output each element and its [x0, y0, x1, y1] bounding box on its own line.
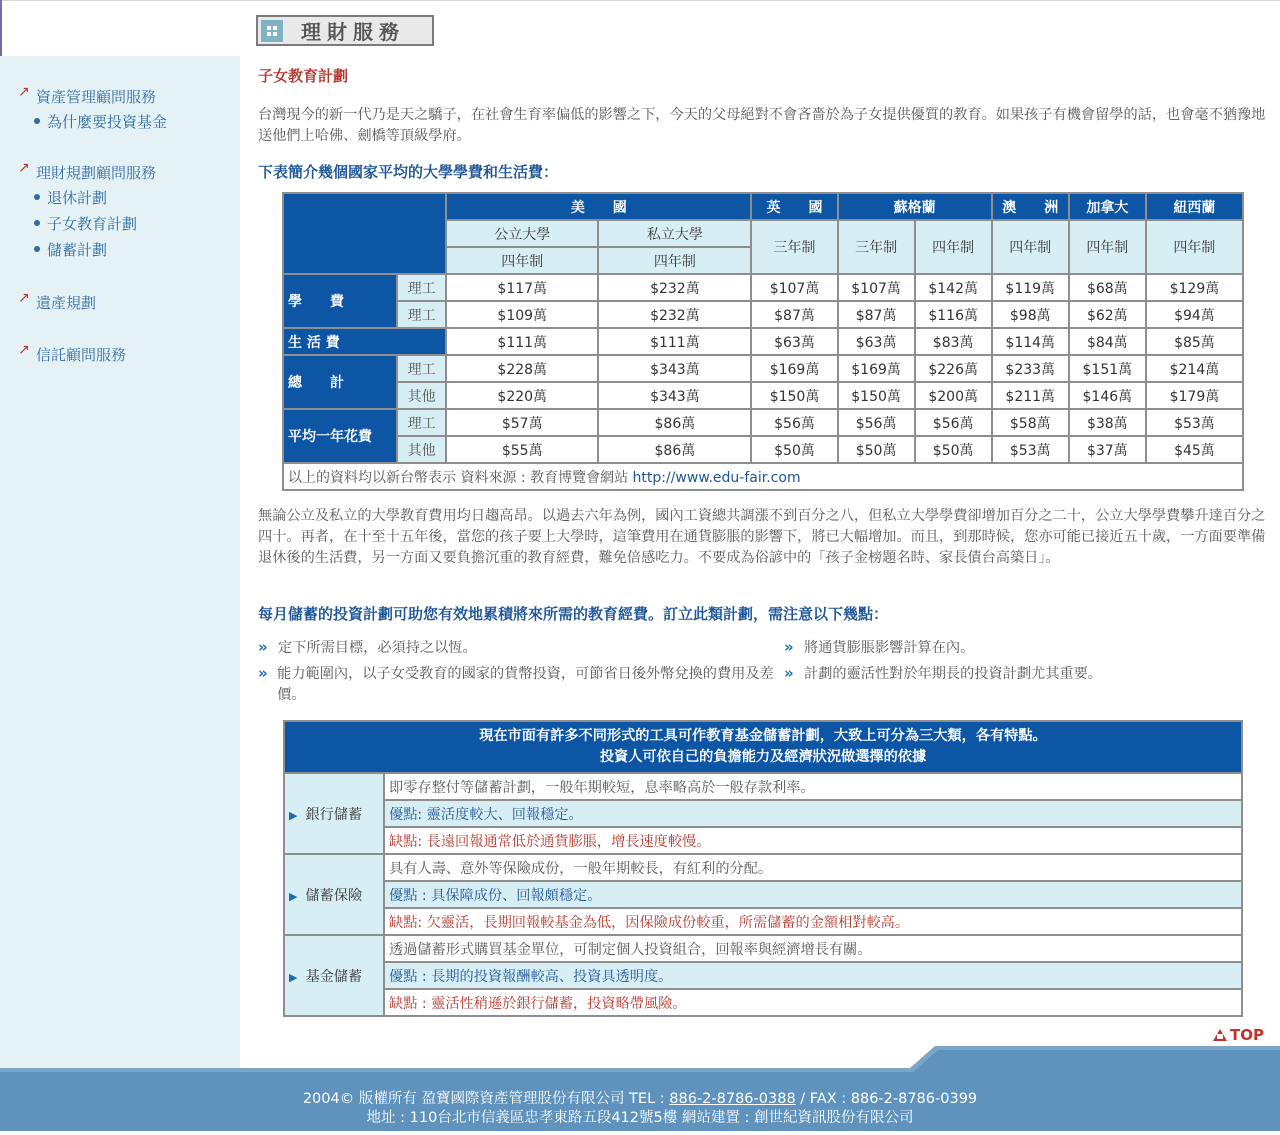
table-row — [284, 935, 1242, 962]
table-cell: $84萬 — [1069, 328, 1146, 355]
school-type-header: 公立大學 — [446, 220, 598, 247]
table-cell: $169萬 — [838, 355, 915, 382]
source-link[interactable]: http://www.edu-fair.com — [632, 469, 801, 486]
table-row — [284, 962, 1242, 989]
table-cell: $228萬 — [446, 355, 598, 382]
table-cell: $151萬 — [1069, 355, 1146, 382]
sidebar-group-trust — [18, 342, 126, 366]
warning-triangle-icon — [1213, 1029, 1227, 1041]
savings-desc: 即零存整付等儲蓄計劃，一般年期較短，息率略高於一般存款利率。 — [384, 773, 1242, 800]
bullet-icon — [34, 194, 40, 200]
year-header: 四年制 — [915, 220, 992, 274]
savings-pro: 優點 : 具保障成份、回報頗穩定。 — [384, 881, 1242, 908]
sidebar-group-asset — [18, 84, 167, 134]
year-header: 四年制 — [598, 247, 751, 274]
row-group-label: 學 費 — [283, 274, 397, 328]
table-cell: $107萬 — [838, 274, 915, 301]
plan-title: 每月儲蓄的投資計劃可助您有效地累積將來所需的教育經費。訂立此類計劃，需注意以下幾點： — [258, 605, 889, 623]
table-cell: $56萬 — [838, 409, 915, 436]
row-sub-label: 其他 — [397, 436, 446, 463]
table-header-row — [283, 193, 1243, 220]
sidebar-item-estate-planning[interactable]: ↗ 遺產規劃 — [18, 290, 97, 312]
table-cell: $343萬 — [598, 355, 751, 382]
list-item: » 定下所需目標，必須持之以恆。 — [258, 638, 768, 659]
table-cell: $119萬 — [992, 274, 1069, 301]
country-header: 澳 洲 — [992, 193, 1069, 220]
savings-pro: 優點 : 長期的投資報酬較高、投資具透明度。 — [384, 962, 1242, 989]
savings-con: 缺點: 長遠回報通常低於通貨膨脹，增長速度較慢。 — [384, 827, 1242, 854]
table-row — [283, 328, 1243, 355]
savings-desc: 具有人壽、意外等保險成份，一般年期較長，有紅利的分配。 — [384, 854, 1242, 881]
table-cell: $53萬 — [992, 436, 1069, 463]
table-corner — [283, 193, 446, 274]
sidebar-item-financial-planning[interactable]: ↗ 理財規劃顧問服務 — [18, 160, 157, 182]
table-cell: $233萬 — [992, 355, 1069, 382]
table-cell: $50萬 — [838, 436, 915, 463]
row-sub-label: 理工 — [397, 409, 446, 436]
row-group-label: 平均一年花費 — [283, 409, 397, 463]
table-cell: $232萬 — [598, 301, 751, 328]
year-header: 三年制 — [838, 220, 915, 274]
arrow-icon: ↗ — [18, 290, 30, 306]
sidebar-group-planning — [18, 160, 156, 262]
triangle-right-icon: ▶ — [289, 970, 298, 984]
table-cell: $109萬 — [446, 301, 598, 328]
sidebar-subitem-education[interactable]: 子女教育計劃 — [18, 210, 156, 236]
table-row — [284, 908, 1242, 935]
sidebar — [0, 56, 240, 1068]
table-row — [283, 355, 1243, 382]
table-cell: $50萬 — [915, 436, 992, 463]
savings-header-row — [284, 721, 1242, 773]
table-cell: $85萬 — [1146, 328, 1243, 355]
table-cell: $179萬 — [1146, 382, 1243, 409]
cost-paragraph: 無論公立及私立的大學教育費用均日趨高昂。以過去六年為例，國內工資總共調漲不到百分之八，但私立大學學費卻增加百分之二十，公立大學學費攀升達百分之四十。再者，在十至十五年後，當您的孩子要上大學時，這筆費用在通貨膨脹的影響下，將已大幅增加。而且，到那時候，您亦可能已接近五十歲，一方面要準備退休後的生活費，另一方面又要負擔沉重的教育經費，難免倍感吃力。不要成為俗諺中的「孩子金榜題名時、家長債台高築日」。 — [258, 508, 1266, 566]
bullet-icon — [34, 118, 40, 124]
school-type-header: 私立大學 — [598, 220, 751, 247]
footer-text — [0, 1090, 1280, 1128]
arrow-icon: ↗ — [18, 84, 30, 100]
table-cell: $220萬 — [446, 382, 598, 409]
table-cell: $83萬 — [915, 328, 992, 355]
table-cell: $62萬 — [1069, 301, 1146, 328]
table-row — [283, 436, 1243, 463]
table-cell: $111萬 — [598, 328, 751, 355]
country-header: 美 國 — [446, 193, 751, 220]
table-cell: $50萬 — [751, 436, 837, 463]
savings-category: ▶ 基金儲蓄 — [284, 935, 384, 1016]
table-cell: $129萬 — [1146, 274, 1243, 301]
row-sub-label: 其他 — [397, 382, 446, 409]
footer-line-2: 地址 : 110台北市信義區忠孝東路五段412號5樓 網站建置 : 創世紀資訊股份有限公司 — [366, 1110, 914, 1126]
year-header: 四年制 — [992, 220, 1069, 274]
table-cell: $142萬 — [915, 274, 992, 301]
table-row — [283, 274, 1243, 301]
country-header: 蘇格蘭 — [838, 193, 992, 220]
year-header: 三年制 — [751, 220, 837, 274]
row-group-label: 生 活 費 — [283, 328, 446, 355]
table-row — [284, 827, 1242, 854]
country-header: 加拿大 — [1069, 193, 1146, 220]
table-cell: $87萬 — [751, 301, 837, 328]
table-cell: $63萬 — [838, 328, 915, 355]
savings-header: 現在市面有許多不同形式的工具可作教育基金儲蓄計劃，大致上可分為三大類，各有特點。 投資人可依自己的負擔能力及經濟狀況做選擇的依據 — [284, 721, 1242, 773]
table-footnote: 以上的資料均以新台幣表示 資料來源 : 教育博覽會網站 http://www.edu-fair.com — [283, 463, 1243, 490]
section-title: 子女教育計劃 — [258, 67, 349, 85]
tel-link[interactable]: 886-2-8786-0388 — [669, 1091, 796, 1107]
savings-table — [283, 720, 1243, 1017]
table-row — [283, 409, 1243, 436]
year-header: 四年制 — [446, 247, 598, 274]
list-item: » 能力範圍內，以子女受教育的國家的貨幣投資，可節省日後外幣兌換的費用及差價。 — [258, 664, 780, 706]
table-cell: $232萬 — [598, 274, 751, 301]
row-group-label: 總 計 — [283, 355, 397, 409]
year-header: 四年制 — [1146, 220, 1243, 274]
intro-paragraph: 台灣現今的新一代乃是天之驕子，在社會生育率偏低的影響之下，今天的父母絕對不會吝嗇於為子女提供優質的教育。如果孩子有機會留學的話，也會毫不猶豫地送他們上哈佛、劍橋等頂級學府。 — [258, 107, 1266, 144]
table-cell: $211萬 — [992, 382, 1069, 409]
table-cell: $150萬 — [751, 382, 837, 409]
savings-category: ▶ 銀行儲蓄 — [284, 773, 384, 854]
table-cell: $150萬 — [838, 382, 915, 409]
table-cell: $38萬 — [1069, 409, 1146, 436]
double-chevron-icon: » — [258, 638, 268, 656]
table-cell: $87萬 — [838, 301, 915, 328]
savings-pro: 優點: 靈活度較大、回報穩定。 — [384, 800, 1242, 827]
table-cell: $56萬 — [915, 409, 992, 436]
table-cell: $169萬 — [751, 355, 837, 382]
sidebar-group-estate — [18, 290, 96, 314]
table-row — [284, 854, 1242, 881]
table-row — [284, 881, 1242, 908]
savings-con: 缺點 : 靈活性稍遜於銀行儲蓄，投資略帶風險。 — [384, 989, 1242, 1016]
table-cell: $107萬 — [751, 274, 837, 301]
table-cell: $63萬 — [751, 328, 837, 355]
page-title: 理財服務 — [301, 20, 405, 44]
table-cell: $98萬 — [992, 301, 1069, 328]
savings-desc: 透過儲蓄形式購買基金單位，可制定個人投資組合，回報率與經濟增長有關。 — [384, 935, 1242, 962]
table-cell: $214萬 — [1146, 355, 1243, 382]
bullet-icon — [34, 246, 40, 252]
bullet-icon — [34, 220, 40, 226]
table-cell: $53萬 — [1146, 409, 1243, 436]
table-row — [284, 773, 1242, 800]
table-row — [283, 382, 1243, 409]
row-sub-label: 理工 — [397, 355, 446, 382]
page-title-banner — [256, 15, 434, 46]
table-cell: $146萬 — [1069, 382, 1146, 409]
country-header: 英 國 — [751, 193, 837, 220]
triangle-right-icon: ▶ — [289, 808, 298, 822]
arrow-icon: ↗ — [18, 160, 30, 176]
double-chevron-icon: » — [258, 664, 268, 682]
double-chevron-icon: » — [784, 664, 794, 682]
left-edge-accent — [0, 0, 2, 56]
country-header: 紐西蘭 — [1146, 193, 1243, 220]
table-cell: $200萬 — [915, 382, 992, 409]
table-cell: $68萬 — [1069, 274, 1146, 301]
table-intro: 下表簡介幾個國家平均的大學學費和生活費： — [258, 163, 559, 181]
back-to-top-link[interactable]: TOP — [1213, 1026, 1264, 1044]
table-cell: $111萬 — [446, 328, 598, 355]
list-item: » 將通貨膨脹影響計算在內。 — [784, 638, 1264, 659]
list-item: » 計劃的靈活性對於年期長的投資計劃尤其重要。 — [784, 664, 1264, 685]
sidebar-item-asset-management[interactable]: ↗ 資產管理顧問服務 — [18, 84, 157, 106]
table-cell: $117萬 — [446, 274, 598, 301]
sidebar-subitem-why-fund[interactable]: 為什麼要投資基金 — [18, 108, 167, 134]
table-row — [284, 989, 1242, 1016]
table-cell: $86萬 — [598, 436, 751, 463]
row-sub-label: 理工 — [397, 301, 446, 328]
table-cell: $56萬 — [751, 409, 837, 436]
row-sub-label: 理工 — [397, 274, 446, 301]
year-header: 四年制 — [1069, 220, 1146, 274]
footer-line-1: 2004© 版權所有 盈寶國際資產管理股份有限公司 TEL : 886-2-8786-0388 / FAX : 886-2-8786-0399 — [302, 1091, 978, 1107]
table-cell: $55萬 — [446, 436, 598, 463]
top-divider — [0, 0, 1280, 1]
sidebar-subitem-retirement[interactable]: 退休計劃 — [18, 184, 156, 210]
table-footnote-row — [283, 463, 1243, 490]
sidebar-item-trust[interactable]: ↗ 信託顧問服務 — [18, 342, 127, 364]
table-cell: $94萬 — [1146, 301, 1243, 328]
tuition-table — [282, 192, 1244, 491]
triangle-right-icon: ▶ — [289, 889, 298, 903]
table-cell: $116萬 — [915, 301, 992, 328]
arrow-icon: ↗ — [18, 342, 30, 358]
table-cell: $58萬 — [992, 409, 1069, 436]
table-cell: $114萬 — [992, 328, 1069, 355]
table-cell: $57萬 — [446, 409, 598, 436]
double-chevron-icon: » — [784, 638, 794, 656]
grid-icon — [261, 20, 283, 42]
savings-con: 缺點: 欠靈活，長期回報較基金為低，因保險成份較重，所需儲蓄的金額相對較高。 — [384, 908, 1242, 935]
table-row — [284, 800, 1242, 827]
table-cell: $45萬 — [1146, 436, 1243, 463]
savings-category: ▶ 儲蓄保險 — [284, 854, 384, 935]
table-cell: $37萬 — [1069, 436, 1146, 463]
sidebar-subitem-savings[interactable]: 儲蓄計劃 — [18, 236, 156, 262]
table-row — [283, 301, 1243, 328]
table-cell: $86萬 — [598, 409, 751, 436]
table-cell: $226萬 — [915, 355, 992, 382]
table-cell: $343萬 — [598, 382, 751, 409]
